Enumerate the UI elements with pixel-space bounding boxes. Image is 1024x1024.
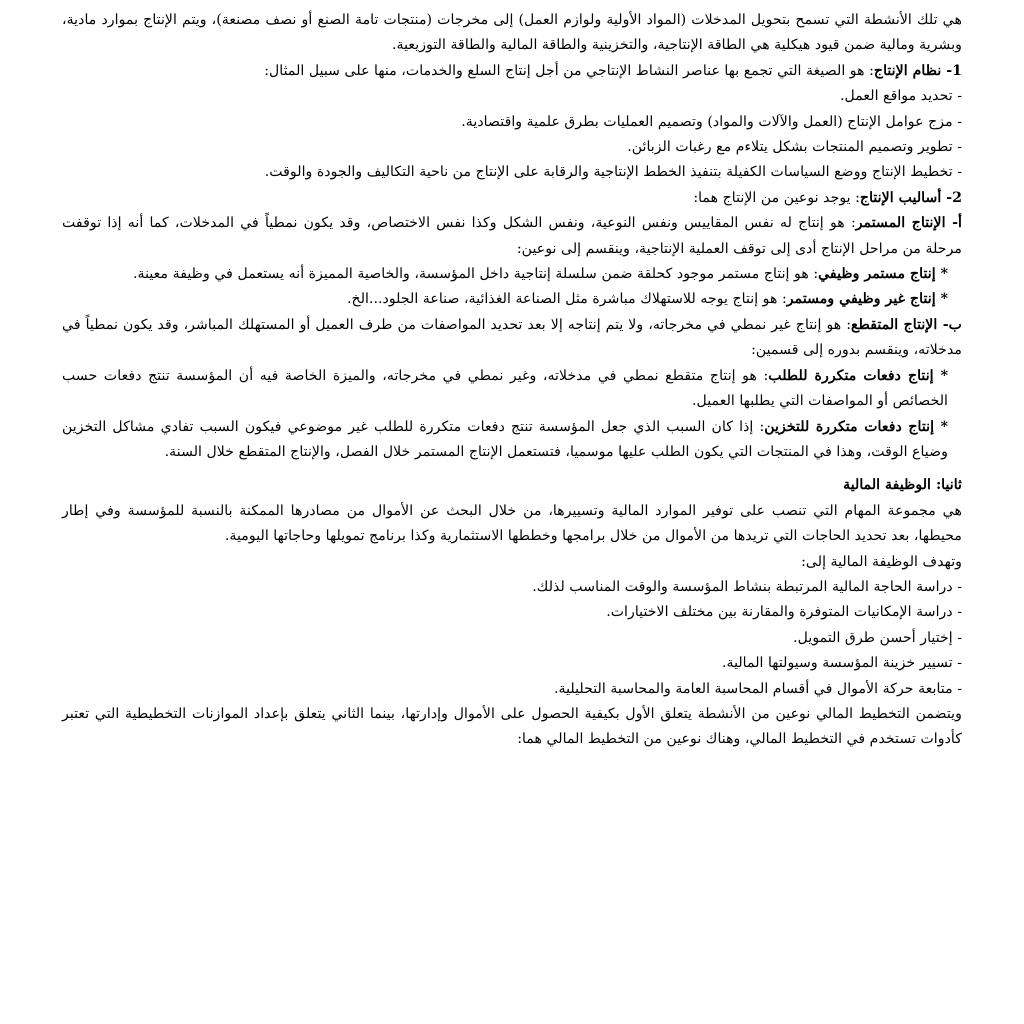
finance-heading: ثانيا: الوظيفة المالية xyxy=(843,477,962,494)
continuous-nonfunctional-label: * إنتاج غير وظيفي ومستمر xyxy=(786,291,948,308)
production-system-label: 1- نظام الإنتاج xyxy=(873,62,962,79)
batch-storage-label: * إنتاج دفعات متكررة للتخزين xyxy=(764,418,948,435)
continuous-nonfunctional-paragraph xyxy=(62,287,962,312)
intermittent-production-paragraph xyxy=(62,313,962,364)
list-item: - دراسة الحاجة المالية المرتبطة بنشاط المؤسسة والوقت المناسب لذلك. xyxy=(532,578,962,595)
batch-storage-paragraph xyxy=(62,415,962,466)
list-item: - تسيير خزينة المؤسسة وسيولتها المالية. xyxy=(721,655,962,672)
list-item: - إختيار أحسن طرق التمويل. xyxy=(793,629,962,646)
production-methods-text: : يوجد نوعين من الإنتاج هما: xyxy=(693,189,860,206)
continuous-production-text: : هو إنتاج له نفس المقاييس ونفس النوعية، ونفس الشكل وكذا نفس الاختصاص، وقد يكون نمطياً في المدخلات، كما أنه إذا توقفت مرحلة من مراحل الإنتاج أدى إلى توقف العملية الإنتاجية، وينقسم إلى نوعين: xyxy=(62,215,962,257)
production-methods-label: 2- أساليب الإنتاج xyxy=(859,189,962,206)
batch-order-text: : هو إنتاج متقطع نمطي في مدخلاته، وغير نمطي في مخرجاته، والميزة الخاصة فيه أن المؤسسة تنتج دفعات حسب الخصائص أو المواصفات التي يطلبها العميل. xyxy=(62,367,948,410)
intro-paragraph: هي تلك الأنشطة التي تسمح بتحويل المدخلات (المواد الأولية ولوازم العمل) إلى مخرجات (منتجات تامة الصنع أو نصف مصنعة)، ويتم الإنتاج بموارد مادية، وبشرية ومالية ضمن قيود هيكلية هي الطاقة الإنتاجية، والتخزينية والطاقة المالية والطاقة التوزيعية. xyxy=(62,12,962,54)
production-system-paragraph xyxy=(62,59,962,84)
list-item: - تحديد مواقع العمل. xyxy=(839,88,962,105)
list-item: - تخطيط الإنتاج ووضع السياسات الكفيلة بتنفيذ الخطط الإنتاجية والرقابة على الإنتاج من ناحية التكاليف والجودة والوقت. xyxy=(264,164,962,181)
production-system-text: : هو الصيغة التي تجمع بها عناصر النشاط الإنتاجي من أجل إنتاج السلع والخدمات، منها على سبيل المثال: xyxy=(264,62,874,79)
production-methods-paragraph xyxy=(62,186,962,211)
batch-order-paragraph xyxy=(62,364,962,415)
continuous-functional-paragraph xyxy=(62,262,962,287)
continuous-functional-text: : هو إنتاج مستمر موجود كحلقة ضمن سلسلة إنتاجية داخل المؤسسة، والخاصية المميزة أنه يستعمل في وظيفة معينة. xyxy=(132,266,819,283)
batch-order-label: * إنتاج دفعات متكررة للطلب xyxy=(768,367,948,384)
list-item: - متابعة حركة الأموال في أقسام المحاسبة العامة والمحاسبة التحليلية. xyxy=(554,680,962,697)
continuous-functional-label: * إنتاج مستمر وظيفي xyxy=(818,266,948,283)
batch-storage-text: : إذا كان السبب الذي جعل المؤسسة تنتج دفعات متكررة للطلب غير موضوعي فيكون السبب تفادي مشاكل التخزين وضياع الوقت، وهذا في المنتجات التي يكون الطلب عليها موسميا، فتستعمل الإنتاج المستمر خلال الفصل، والإنتاج المتقطع خلال السنة. xyxy=(62,418,948,460)
continuous-production-paragraph xyxy=(62,211,962,262)
intermittent-production-text: : هو إنتاج غير نمطي في مخرجاته، ولا يتم إنتاجه إلا بعد تحديد المواصفات من طرف العميل أو المستهلك المباشر، وقد يكون نمطياً في مدخلاته، وينقسم بدوره إلى قسمين: xyxy=(62,316,962,359)
finance-aims-intro: وتهدف الوظيفة المالية إلى: xyxy=(801,553,962,570)
continuous-production-label: أ- الإنتاج المستمر xyxy=(855,215,962,232)
list-item: - مزج عوامل الإنتاج (العمل والآلات والمواد) وتصميم العمليات بطرق علمية واقتصادية. xyxy=(461,113,962,130)
list-item: - دراسة الإمكانيات المتوفرة والمقارنة بين مختلف الاختيارات. xyxy=(606,604,962,621)
list-item: - تطوير وتصميم المنتجات بشكل يتلاءم مع رغبات الزبائن. xyxy=(627,139,962,156)
continuous-nonfunctional-text: : هو إنتاج يوجه للاستهلاك مباشرة مثل الصناعة الغذائية، صناعة الجلود...الخ. xyxy=(347,291,787,308)
finance-planning-paragraph: ويتضمن التخطيط المالي نوعين من الأنشطة يتعلق الأول بكيفية الحصول على الأموال وإدارتها، بينما الثاني يتعلق بإعداد الموازنات التخطيطية التي تعتبر كأدوات تستخدم في التخطيط المالي، وهناك نوعين من التخطيط المالي هما: xyxy=(62,705,962,748)
intermittent-production-label: ب- الإنتاج المتقطع xyxy=(851,316,963,333)
finance-paragraph: هي مجموعة المهام التي تنصب على توفير الموارد المالية وتسييرها، من خلال البحث عن الأموال من مصادرها الممكنة بالنسبة للمؤسسة وفي إطار محيطها، بعد تحديد الحاجات التي تريدها من الأموال من خلال برامجها وخططها الاستثمارية وكذا برنامج تمويلها وحاجاتها اليومية. xyxy=(62,502,962,545)
